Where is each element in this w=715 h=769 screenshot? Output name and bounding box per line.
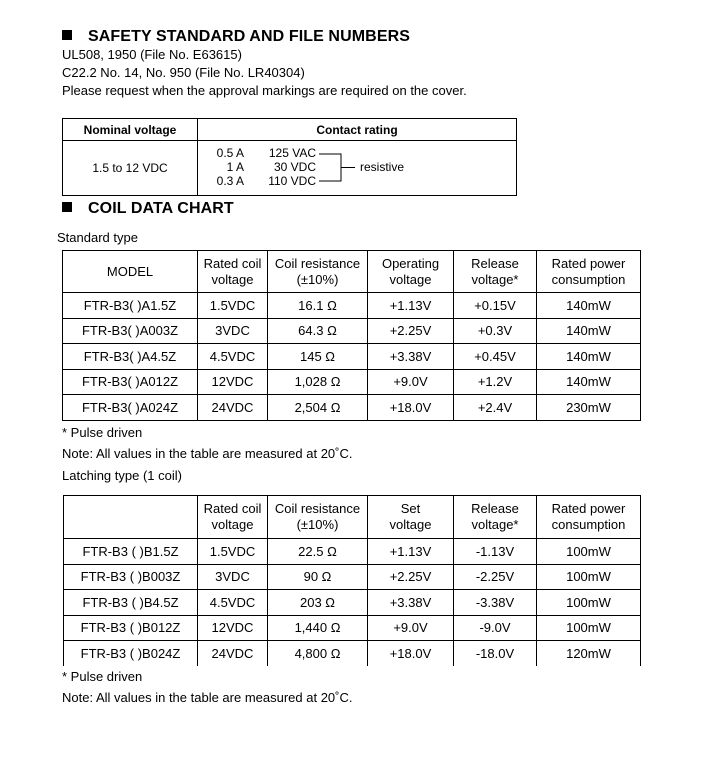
header-line: Rated power xyxy=(551,255,626,271)
rated-voltage-cell: 24VDC xyxy=(198,641,268,666)
release-voltage-cell: -1.13V xyxy=(454,539,537,565)
rated-voltage-cell: 1.5VDC xyxy=(198,293,268,319)
header-line: voltage xyxy=(389,271,432,287)
header-line: Release xyxy=(471,501,519,516)
model-cell: FTR-B3( )A012Z xyxy=(63,369,198,395)
rated-voltage-cell: 4.5VDC xyxy=(198,344,268,370)
model-cell: FTR-B3 ( )B4.5Z xyxy=(64,590,198,616)
coil-resistance-cell: 16.1 Ω xyxy=(268,293,368,319)
standard-type-title: Standard type xyxy=(57,230,138,245)
header-line: Rated coil xyxy=(203,255,262,271)
square-bullet-icon xyxy=(62,202,72,212)
coil-resistance-cell: 1,028 Ω xyxy=(268,369,368,395)
header-rated-coil-voltage xyxy=(198,251,268,293)
header-line: Operating xyxy=(381,255,440,271)
coil-resistance-cell: 64.3 Ω xyxy=(268,318,368,344)
header-rated-coil-voltage xyxy=(198,496,268,539)
header-line: voltage* xyxy=(471,517,519,532)
coil-resistance-cell: 4,800 Ω xyxy=(268,641,368,666)
rated-power-cell: 100mW xyxy=(537,564,641,590)
rated-power-cell: 140mW xyxy=(537,318,641,344)
contact-rating-table xyxy=(62,118,517,196)
pickup-voltage-cell: +9.0V xyxy=(368,369,454,395)
coil-resistance-cell: 90 Ω xyxy=(268,564,368,590)
standard-footnote: * Pulse driven xyxy=(62,425,143,440)
contact-rating-cell xyxy=(198,141,517,196)
rating-voltage: 125 VAC xyxy=(268,146,316,160)
rated-power-cell: 140mW xyxy=(537,369,641,395)
model-cell: FTR-B3( )A4.5Z xyxy=(63,344,198,370)
coil-resistance-cell: 22.5 Ω xyxy=(268,539,368,565)
rated-power-cell: 120mW xyxy=(537,641,641,666)
pickup-voltage-cell: +1.13V xyxy=(368,539,454,565)
rating-current: 0.5 A xyxy=(216,146,244,160)
coil-resistance-cell: 203 Ω xyxy=(268,590,368,616)
nominal-voltage-value: 1.5 to 12 VDC xyxy=(63,141,198,196)
table-row xyxy=(63,344,641,370)
release-voltage-cell: +1.2V xyxy=(454,369,537,395)
model-cell: FTR-B3 ( )B012Z xyxy=(64,615,198,641)
rated-voltage-cell: 4.5VDC xyxy=(198,590,268,616)
model-cell: FTR-B3 ( )B024Z xyxy=(64,641,198,666)
table-header-row xyxy=(63,251,641,293)
header-line: Release xyxy=(471,255,519,271)
ul-file-number: UL508, 1950 (File No. E63615) xyxy=(62,47,242,62)
table-row xyxy=(64,539,641,565)
model-cell: FTR-B3( )A003Z xyxy=(63,318,198,344)
table-row xyxy=(63,369,641,395)
pickup-voltage-cell: +3.38V xyxy=(368,344,454,370)
latching-type-title: Latching type (1 coil) xyxy=(62,468,182,483)
header-line: consumption xyxy=(551,271,626,287)
table-row xyxy=(64,641,641,666)
coil-resistance-cell: 1,440 Ω xyxy=(268,615,368,641)
header-line: consumption xyxy=(551,517,626,532)
release-voltage-cell: +0.3V xyxy=(454,318,537,344)
header-release-voltage xyxy=(454,251,537,293)
rated-power-cell: 140mW xyxy=(537,344,641,370)
release-voltage-cell: -2.25V xyxy=(454,564,537,590)
rated-power-cell: 140mW xyxy=(537,293,641,319)
rated-voltage-cell: 3VDC xyxy=(198,564,268,590)
rating-current: 1 A xyxy=(226,160,244,174)
header-line: voltage* xyxy=(471,271,519,287)
header-contact-rating: Contact rating xyxy=(198,119,517,141)
release-voltage-cell: -3.38V xyxy=(454,590,537,616)
latching-footnote: * Pulse driven xyxy=(62,669,143,684)
release-voltage-cell: -9.0V xyxy=(454,615,537,641)
pickup-voltage-cell: +3.38V xyxy=(368,590,454,616)
rated-voltage-cell: 12VDC xyxy=(198,369,268,395)
approval-note: Please request when the approval markings are required on the cover. xyxy=(62,83,467,98)
latching-note: Note: All values in the table are measured at 20˚C. xyxy=(62,690,353,705)
csa-file-number: C22.2 No. 14, No. 950 (File No. LR40304) xyxy=(62,65,305,80)
rated-voltage-cell: 1.5VDC xyxy=(198,539,268,565)
rated-power-cell: 100mW xyxy=(537,539,641,565)
model-cell: FTR-B3 ( )B003Z xyxy=(64,564,198,590)
coil-resistance-cell: 145 Ω xyxy=(268,344,368,370)
header-operating-voltage xyxy=(368,251,454,293)
rated-power-cell: 100mW xyxy=(537,590,641,616)
header-line: (±10%) xyxy=(296,271,339,287)
table-row xyxy=(63,318,641,344)
header-coil-resistance xyxy=(268,496,368,539)
coil-heading xyxy=(62,200,234,218)
rating-voltage: 110 VDC xyxy=(268,174,316,188)
pickup-voltage-cell: +2.25V xyxy=(368,564,454,590)
table-row xyxy=(64,615,641,641)
header-rated-power xyxy=(537,251,641,293)
header-line: Rated coil xyxy=(203,501,262,516)
rated-voltage-cell: 3VDC xyxy=(198,318,268,344)
standard-coil-table xyxy=(62,250,641,421)
table-row xyxy=(63,293,641,319)
header-release-voltage xyxy=(454,496,537,539)
rated-voltage-cell: 12VDC xyxy=(198,615,268,641)
pickup-voltage-cell: +9.0V xyxy=(368,615,454,641)
header-line: voltage xyxy=(211,271,254,287)
table-row xyxy=(64,590,641,616)
header-line: Coil resistance xyxy=(274,255,361,271)
pickup-voltage-cell: +2.25V xyxy=(368,318,454,344)
header-rated-power xyxy=(537,496,641,539)
pickup-voltage-cell: +18.0V xyxy=(368,641,454,666)
release-voltage-cell: -18.0V xyxy=(454,641,537,666)
model-cell: FTR-B3 ( )B1.5Z xyxy=(64,539,198,565)
model-cell: FTR-B3( )A024Z xyxy=(63,395,198,421)
table-row xyxy=(63,395,641,421)
header-coil-resistance xyxy=(268,251,368,293)
bracket-connector-icon xyxy=(319,151,355,185)
rating-current: 0.3 A xyxy=(216,174,244,188)
header-line: Set xyxy=(400,501,421,516)
release-voltage-cell: +0.15V xyxy=(454,293,537,319)
table-header-row xyxy=(64,496,641,539)
rated-voltage-cell: 24VDC xyxy=(198,395,268,421)
release-voltage-cell: +2.4V xyxy=(454,395,537,421)
square-bullet-icon xyxy=(62,30,72,40)
contact-rating-group xyxy=(198,141,516,195)
header-line: voltage xyxy=(389,517,432,532)
rating-voltage: 30 VDC xyxy=(273,160,316,174)
safety-heading xyxy=(62,28,410,46)
header-set-voltage xyxy=(368,496,454,539)
latching-coil-table xyxy=(63,495,641,666)
safety-heading-text: SAFETY STANDARD AND FILE NUMBERS xyxy=(88,28,411,45)
header-line: Coil resistance xyxy=(274,501,361,516)
coil-resistance-cell: 2,504 Ω xyxy=(268,395,368,421)
coil-heading-text: COIL DATA CHART xyxy=(88,200,234,217)
header-line: (±10%) xyxy=(296,517,339,532)
header-line: Rated power xyxy=(551,501,626,516)
standard-note: Note: All values in the table are measured at 20˚C. xyxy=(62,446,353,461)
model-cell: FTR-B3( )A1.5Z xyxy=(63,293,198,319)
contact-table-row xyxy=(63,141,517,196)
header-model xyxy=(64,496,198,539)
rated-power-cell: 230mW xyxy=(537,395,641,421)
load-type: resistive xyxy=(360,160,405,174)
header-nominal-voltage: Nominal voltage xyxy=(63,119,198,141)
rated-power-cell: 100mW xyxy=(537,615,641,641)
table-row xyxy=(64,564,641,590)
contact-table-header xyxy=(63,119,517,141)
pickup-voltage-cell: +1.13V xyxy=(368,293,454,319)
pickup-voltage-cell: +18.0V xyxy=(368,395,454,421)
release-voltage-cell: +0.45V xyxy=(454,344,537,370)
header-line: voltage xyxy=(211,517,254,532)
header-model: MODEL xyxy=(63,251,198,293)
